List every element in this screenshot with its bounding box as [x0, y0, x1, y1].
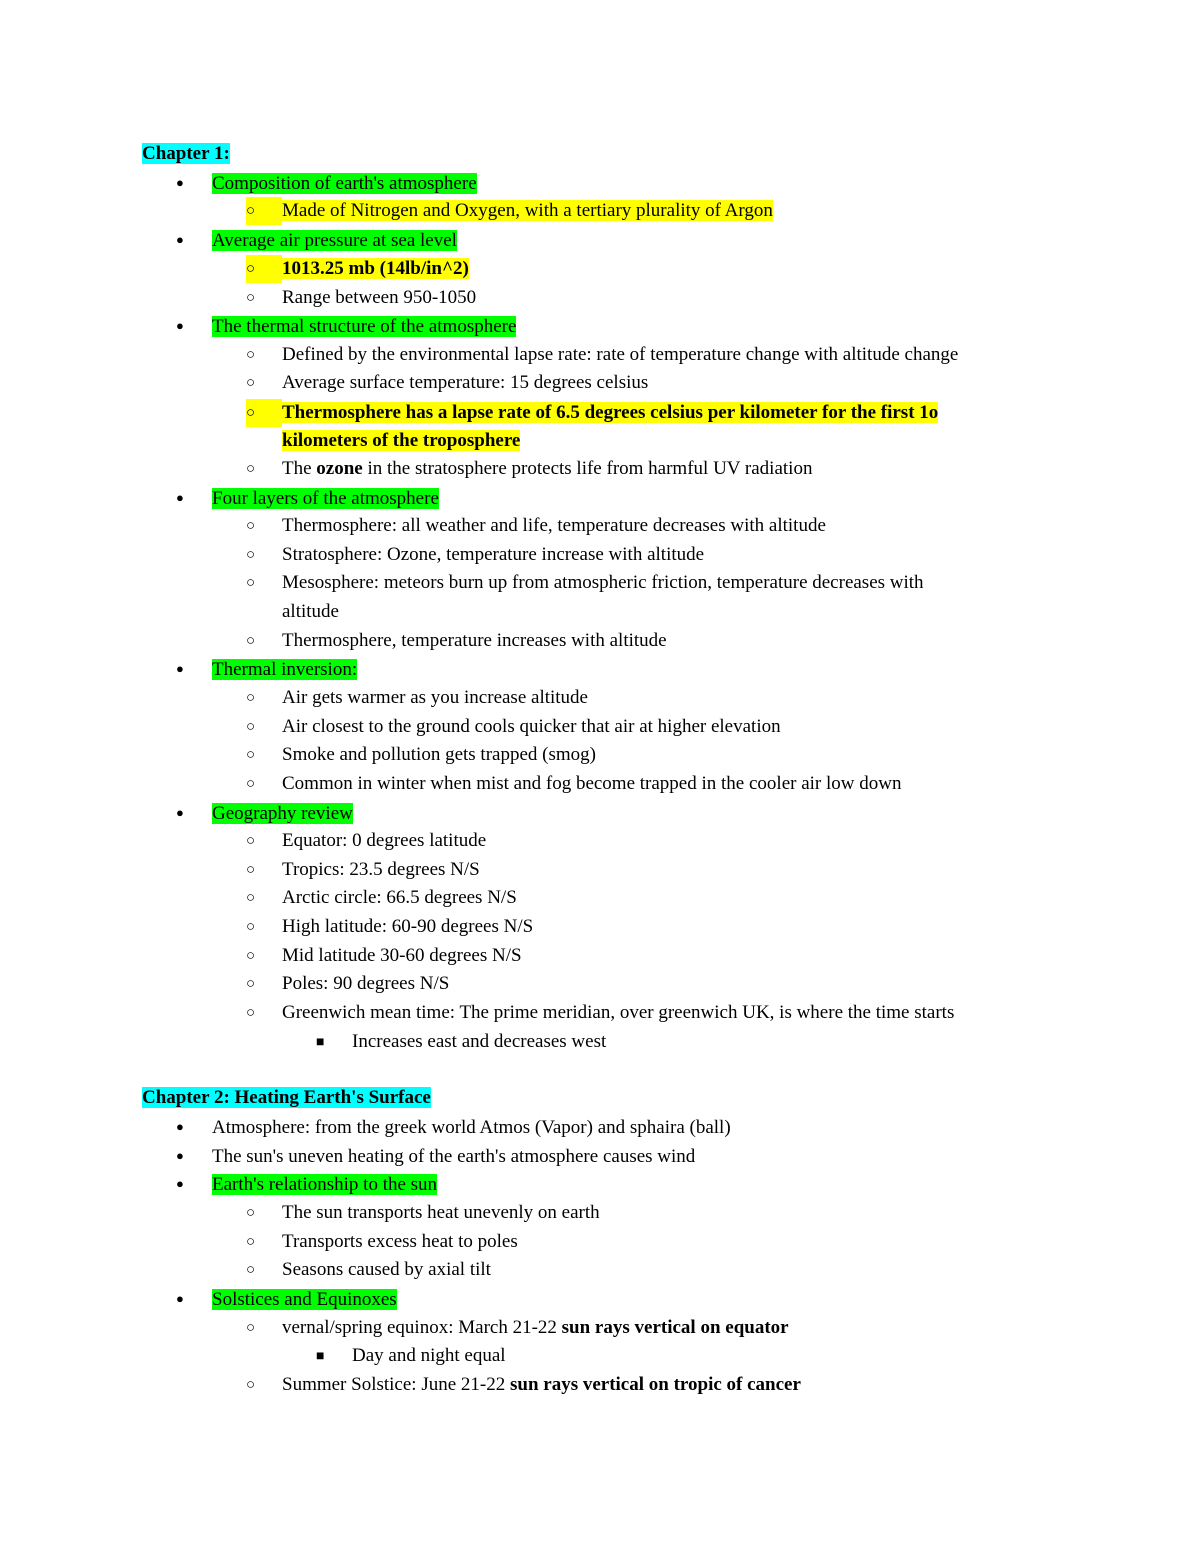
item-text: in the stratosphere protects life from harmful UV radiation — [362, 458, 813, 479]
bullet-icon: ○ — [246, 862, 256, 878]
bullet-icon: ○ — [246, 347, 256, 363]
item-text: Mid latitude 30-60 degrees N/S — [282, 945, 522, 966]
chapter-1-heading — [142, 140, 230, 168]
bullet-icon: ○ — [246, 747, 256, 763]
list-item — [246, 284, 476, 312]
chapter-1-title: Chapter 1: — [142, 143, 230, 164]
list-item — [246, 369, 648, 397]
item-text: The sun's uneven heating of the earth's atmosphere causes wind — [212, 1146, 696, 1167]
bullet-icon: ● — [176, 805, 184, 820]
bullet-icon: ■ — [316, 1035, 325, 1050]
item-text: Solstices and Equinoxes — [212, 1289, 397, 1310]
list-item — [246, 970, 449, 998]
list-item — [246, 399, 938, 427]
chapter-2-title: Chapter 2: Heating Earth's Surface — [142, 1087, 431, 1108]
list-item — [246, 1371, 801, 1399]
bullet-icon: ● — [176, 232, 184, 247]
list-item-continuation — [282, 427, 520, 455]
item-text: vernal/spring equinox: March 21-22 — [282, 1317, 562, 1338]
list-item — [176, 226, 457, 254]
bullet-icon: ● — [176, 661, 184, 676]
list-item — [176, 484, 439, 512]
list-item — [246, 512, 826, 540]
list-item — [316, 1342, 506, 1370]
list-item — [246, 856, 480, 884]
item-text: Increases east and decreases west — [352, 1031, 607, 1052]
item-text: Mesosphere: meteors burn up from atmospheric friction, temperature decreases with — [282, 572, 924, 593]
bullet-icon: ○ — [246, 547, 256, 563]
item-text: Geography review — [212, 803, 353, 824]
item-text: Four layers of the atmosphere — [212, 488, 439, 509]
list-item — [246, 455, 812, 483]
item-text: Range between 950-1050 — [282, 287, 477, 308]
item-text: Thermosphere has a lapse rate of 6.5 degrees celsius per kilometer for the first 1o — [282, 402, 939, 423]
bullet-icon: ○ — [246, 575, 256, 591]
item-text: Seasons caused by axial tilt — [282, 1259, 491, 1280]
bullet-icon: ● — [176, 318, 184, 333]
item-text: The thermal structure of the atmosphere — [212, 316, 517, 337]
item-text: Composition of earth's atmosphere — [212, 173, 477, 194]
bullet-icon: ○ — [246, 461, 256, 477]
bullet-icon: ● — [176, 1176, 184, 1191]
bullet-icon: ○ — [246, 633, 256, 649]
item-text-bold: sun rays vertical on equator — [561, 1317, 789, 1338]
bullet-icon: ○ — [246, 1262, 256, 1278]
list-item — [246, 684, 588, 712]
bullet-icon: ○ — [246, 1377, 256, 1393]
list-item — [176, 1113, 731, 1141]
bullet-icon: ○ — [246, 1005, 256, 1021]
list-item — [316, 1028, 606, 1056]
item-text: Poles: 90 degrees N/S — [282, 973, 450, 994]
item-text: Thermal inversion: — [212, 659, 358, 680]
item-text: Average surface temperature: 15 degrees celsius — [282, 372, 649, 393]
item-text: Earth's relationship to the sun — [212, 1174, 438, 1195]
item-text: Arctic circle: 66.5 degrees N/S — [282, 887, 517, 908]
bullet-icon: ○ — [246, 518, 256, 534]
bullet-icon: ○ — [246, 1320, 256, 1336]
list-item — [246, 569, 924, 597]
bullet-icon: ○ — [246, 290, 256, 306]
item-text: Summer Solstice: June 21-22 — [282, 1374, 510, 1395]
item-text: 1013.25 mb (14lb/in^2) — [282, 258, 469, 279]
list-item — [246, 541, 704, 569]
list-item — [246, 713, 781, 741]
bullet-icon: ● — [176, 1148, 184, 1163]
item-text-bold: sun rays vertical on tropic of cancer — [509, 1374, 801, 1395]
bullet-icon: ● — [176, 1291, 184, 1306]
bullet-icon: ■ — [316, 1349, 325, 1364]
list-item — [246, 1256, 491, 1284]
bullet-icon: ○ — [246, 976, 256, 992]
bullet-icon: ○ — [246, 948, 256, 964]
chapter-2-heading — [142, 1084, 431, 1112]
item-text: Stratosphere: Ozone, temperature increase with altitude — [282, 544, 705, 565]
list-item — [176, 655, 357, 683]
bullet-icon: ○ — [246, 719, 256, 735]
bullet-icon: ○ — [246, 1205, 256, 1221]
list-item — [176, 1142, 695, 1170]
list-item — [246, 770, 901, 798]
item-text: Day and night equal — [352, 1345, 506, 1366]
item-text: High latitude: 60-90 degrees N/S — [282, 916, 534, 937]
item-text: altitude — [282, 601, 339, 622]
list-item — [246, 1199, 600, 1227]
item-text: Equator: 0 degrees latitude — [282, 830, 487, 851]
item-text: Air closest to the ground cools quicker that air at higher elevation — [282, 716, 781, 737]
bullet-icon: ● — [176, 175, 184, 190]
list-item — [246, 1228, 518, 1256]
list-item — [246, 913, 533, 941]
bullet-icon: ○ — [246, 776, 256, 792]
list-item — [246, 197, 773, 225]
list-item — [246, 999, 954, 1027]
item-text: Average air pressure at sea level — [212, 230, 457, 251]
bullet-icon: ○ — [246, 375, 256, 391]
item-text: Common in winter when mist and fog become trapped in the cooler air low down — [282, 773, 902, 794]
item-text: Defined by the environmental lapse rate: rate of temperature change with altitude change — [282, 344, 959, 365]
list-item — [176, 169, 477, 197]
list-item-continuation — [282, 598, 339, 626]
bullet-icon: ○ — [246, 1234, 256, 1250]
bullet-icon: ○ — [246, 690, 256, 706]
item-text: Transports excess heat to poles — [282, 1231, 518, 1252]
item-text: Smoke and pollution gets trapped (smog) — [282, 744, 596, 765]
bullet-icon: ● — [176, 1119, 184, 1134]
bullet-icon: ● — [176, 490, 184, 505]
list-item — [176, 1285, 397, 1313]
item-text: Made of Nitrogen and Oxygen, with a tertiary plurality of Argon — [282, 200, 773, 221]
list-item — [246, 741, 596, 769]
bullet-icon: ○ — [246, 255, 282, 283]
item-text: The — [282, 458, 317, 479]
item-text: kilometers of the troposphere — [282, 430, 521, 451]
list-item — [246, 884, 517, 912]
item-text: Greenwich mean time: The prime meridian, over greenwich UK, is where the time starts — [282, 1002, 955, 1023]
bullet-icon: ○ — [246, 890, 256, 906]
item-text: Tropics: 23.5 degrees N/S — [282, 859, 480, 880]
bullet-icon: ○ — [246, 197, 282, 225]
item-text-bold: ozone — [316, 458, 363, 479]
list-item — [246, 827, 486, 855]
item-text: Atmosphere: from the greek world Atmos (Vapor) and sphaira (ball) — [212, 1117, 731, 1138]
list-item — [246, 1314, 789, 1342]
item-text: Thermosphere: all weather and life, temperature decreases with altitude — [282, 515, 826, 536]
list-item — [246, 255, 469, 283]
bullet-icon: ○ — [246, 833, 256, 849]
list-item — [176, 312, 516, 340]
item-text: The sun transports heat unevenly on earth — [282, 1202, 600, 1223]
list-item — [176, 799, 353, 827]
list-item — [176, 1170, 437, 1198]
list-item — [246, 627, 667, 655]
list-item — [246, 341, 958, 369]
list-item — [246, 942, 522, 970]
item-text: Air gets warmer as you increase altitude — [282, 687, 588, 708]
item-text: Thermosphere, temperature increases with altitude — [282, 630, 667, 651]
bullet-icon: ○ — [246, 919, 256, 935]
bullet-icon: ○ — [246, 399, 282, 427]
